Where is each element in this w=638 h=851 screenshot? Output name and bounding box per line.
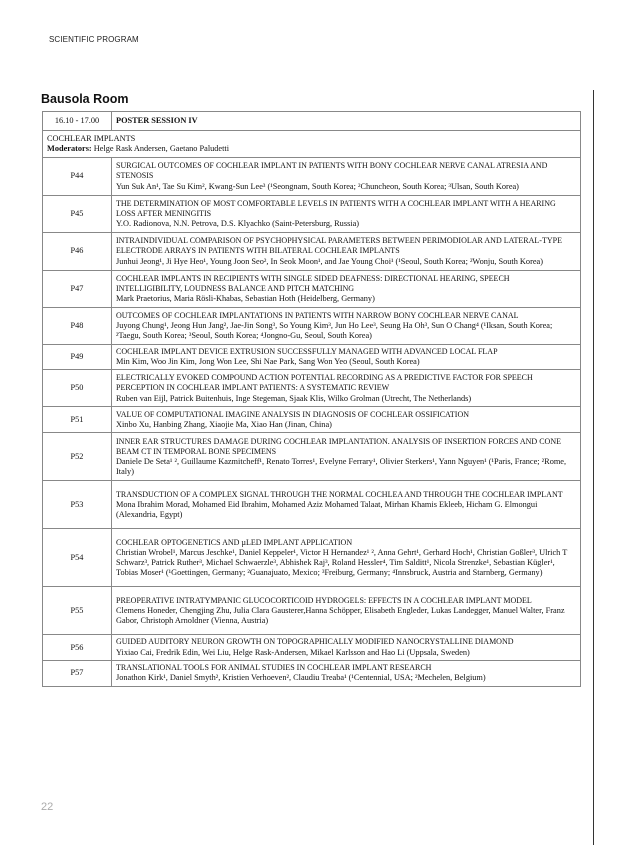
- poster-row: [43, 529, 581, 587]
- poster-entry: [112, 158, 581, 196]
- poster-row: [43, 196, 581, 233]
- poster-title: GUIDED AUDITORY NEURON GROWTH ON TOPOGRAPHICALLY MODIFIED NANOCRYSTALLINE DIAMOND: [116, 637, 514, 647]
- poster-row: [43, 635, 581, 660]
- poster-authors: Jonathon Kirk¹, Daniel Smyth², Kristien Verhoeven², Claudiu Treaba¹ (¹Centennial, USA; ²Mechelen, Belgium): [116, 673, 486, 683]
- poster-authors: Juyong Chung¹, Jeong Hun Jang², Jae-Jin Song³, So Young Kim³, Jun Ho Lee³, Seung Ha Oh³, Sun O Chang⁴ (¹Iksan, South Korea; ²Taegu, South Korea; ³Seoul, South Korea; ⁴Jongno-Gu, Seoul, South Korea): [116, 320, 553, 341]
- poster-title: OUTCOMES OF COCHLEAR IMPLANTATIONS IN PATIENTS WITH NARROW BONY COCHLEAR NERVE CANAL: [116, 310, 519, 320]
- poster-title: VALUE OF COMPUTATIONAL IMAGINE ANALYSIS IN DIAGNOSIS OF COCHLEAR OSSIFICATION: [116, 409, 470, 419]
- poster-entry: [112, 660, 581, 686]
- poster-entry: [112, 196, 581, 233]
- poster-title: ELECTRICALLY EVOKED COMPOUND ACTION POTENTIAL RECORDING AS A PREDICTIVE FACTOR FOR SPEECH PERCEPTION IN COCHLEAR IMPLANT PATIENTS: A SYSTEMATIC REVIEW: [116, 373, 533, 393]
- poster-code: P47: [43, 271, 112, 308]
- poster-entry: [112, 370, 581, 407]
- poster-authors: Yixiao Cai, Fredrik Edin, Wei Liu, Helge Rask-Andersen, Mikael Karlsson and Hao Li (Uppsala, Sweden): [116, 647, 470, 657]
- poster-title: SURGICAL OUTCOMES OF COCHLEAR IMPLANT IN PATIENTS WITH BONY COCHLEAR NERVE CANAL ATRESIA AND STENOSIS: [116, 161, 548, 181]
- poster-authors: Y.O. Radionova, N.N. Petrova, D.S. Klyachko (Saint-Petersburg, Russia): [116, 219, 360, 229]
- poster-entry: [112, 481, 581, 529]
- poster-row: [43, 308, 581, 345]
- poster-title: COCHLEAR IMPLANTS IN RECIPIENTS WITH SINGLE SIDED DEAFNESS: DIRECTIONAL HEARING, SPEECH INTELLIGIBILITY, LOUDNESS BALANCE AND PITCH MATCHING: [116, 273, 510, 293]
- poster-code: P49: [43, 345, 112, 370]
- session-row: [43, 112, 581, 131]
- session-time: 16.10 - 17.00: [43, 112, 112, 131]
- topic-cell: [43, 131, 581, 158]
- poster-entry: [112, 233, 581, 271]
- poster-row: [43, 407, 581, 433]
- poster-title: INTRAINDIVIDUAL COMPARISON OF PSYCHOPHYSICAL PARAMETERS BETWEEN PERIMODIOLAR AND LATERAL-TYPE ELECTRODE ARRAYS IN PATIENTS WITH BILATERAL COCHLEAR IMPLANTS: [116, 236, 562, 256]
- poster-code: P53: [43, 481, 112, 529]
- poster-entry: [112, 635, 581, 660]
- poster-title: COCHLEAR OPTOGENETICS AND µLED IMPLANT APPLICATION: [116, 537, 353, 547]
- poster-code: P46: [43, 233, 112, 271]
- poster-authors: Yun Suk An¹, Tae Su Kim², Kwang-Sun Lee³ (¹Seongnam, South Korea; ²Chuncheon, South Korea; ³Ulsan, South Korea): [116, 181, 519, 191]
- page-number: 22: [41, 801, 54, 813]
- poster-code: P50: [43, 370, 112, 407]
- poster-authors: Mark Praetorius, Maria Rösli-Khabas, Sebastian Hoth (Heidelberg, Germany): [116, 294, 375, 304]
- poster-code: P44: [43, 158, 112, 196]
- poster-code: P55: [43, 587, 112, 635]
- poster-row: [43, 158, 581, 196]
- moderators-names: Helge Rask Andersen, Gaetano Paludetti: [93, 144, 230, 153]
- poster-entry: [112, 587, 581, 635]
- poster-row: [43, 587, 581, 635]
- poster-code: P51: [43, 407, 112, 433]
- poster-row: [43, 345, 581, 370]
- session-title: POSTER SESSION IV: [112, 112, 581, 131]
- poster-title: COCHLEAR IMPLANT DEVICE EXTRUSION SUCCESSFULLY MANAGED WITH ADVANCED LOCAL FLAP: [116, 347, 498, 356]
- poster-row: [43, 481, 581, 529]
- poster-authors: Mona Ibrahim Morad, Mohamed Eid Ibrahim, Mohamed Aziz Mohamed Talaat, Mirhan Khamis Ekleeb, Hicham G. Elmongui (Alexandria, Egypt): [116, 499, 538, 519]
- poster-authors: Ruben van Eijl, Patrick Buitenhuis, Inge Stegeman, Sjaak Klis, Wilko Grolman (Utrecht, The Netherlands): [116, 393, 472, 403]
- poster-entry: [112, 345, 581, 370]
- topic-row: [43, 131, 581, 158]
- poster-row: [43, 370, 581, 407]
- poster-entry: [112, 433, 581, 481]
- margin-rule: [593, 90, 594, 845]
- poster-authors: Xinbo Xu, Hanbing Zhang, Xiaojie Ma, Xiao Han (Jinan, China): [116, 419, 332, 429]
- poster-authors: Junhui Jeong¹, Ji Hye Heo¹, Young Joon Seo², In Seok Moon¹, and Jae Young Choi¹ (¹Seoul, South Korea; ²Wonju, South Korea): [116, 256, 543, 266]
- poster-entry: [112, 271, 581, 308]
- poster-authors: Daniele De Seta¹ ², Guillaume Kazmitcheff¹, Renato Torres¹, Evelyne Ferrary¹, Olivier Sterkers¹, Yann Nguyen¹ (¹Paris, France; ²Rome, Italy): [116, 456, 567, 477]
- poster-title: TRANSLATIONAL TOOLS FOR ANIMAL STUDIES IN COCHLEAR IMPLANT RESEARCH: [116, 663, 432, 673]
- poster-authors: Clemens Honeder, Chengjing Zhu, Julia Clara Gausterer,Hanna Schöpper, Elisabeth Engleder, Lukas Landegger, Manuel Walter, Franz Gabor, Christoph Arnoldner (Vienna, Austria): [116, 605, 565, 625]
- poster-entry: [112, 529, 581, 587]
- poster-entry: [112, 308, 581, 345]
- poster-title: PREOPERATIVE INTRATYMPANIC GLUCOCORTICOID HYDROGELS: EFFECTS IN A COCHLEAR IMPLANT MODEL: [116, 595, 532, 605]
- poster-title: INNER EAR STRUCTURES DAMAGE DURING COCHLEAR IMPLANTATION. ANALYSIS OF INSERTION FORCES AND CONE BEAM CT IN TEMPORAL BONE SPECIMENS: [116, 436, 561, 456]
- moderators: [47, 144, 576, 154]
- poster-code: P54: [43, 529, 112, 587]
- poster-row: [43, 660, 581, 686]
- poster-code: P57: [43, 660, 112, 686]
- room-title: Bausola Room: [41, 92, 129, 106]
- moderators-label: Moderators:: [47, 144, 92, 153]
- poster-code: P56: [43, 635, 112, 660]
- section-header: SCIENTIFIC PROGRAM: [49, 35, 139, 44]
- poster-authors: Christian Wrobel¹, Marcus Jeschke¹, Daniel Keppeler¹, Victor H Hernandez¹ ², Anna Gehrt¹, Gerhard Hoch¹, Christian Goßler³, Ulrich T Schwarz³, Patrick Ruther³, Michael Schwaerzle³, Abhishek Raj³, Roland Hessler⁴, Tim Salditt¹, Nicola Strenzke¹, Sebastian Kügler¹, Tobias Moser¹ (¹Goettingen, Germany; ²Guanajuato, Mexico; ³Freiburg, Germany; ⁴Innsbruck, Austria and Starnberg, Germany): [116, 547, 568, 578]
- poster-code: P45: [43, 196, 112, 233]
- poster-row: [43, 233, 581, 271]
- poster-row: [43, 433, 581, 481]
- poster-title: TRANSDUCTION OF A COMPLEX SIGNAL THROUGH THE NORMAL COCHLEA AND THROUGH THE COCHLEAR IMPLANT: [116, 489, 563, 499]
- poster-entry: [112, 407, 581, 433]
- poster-code: P52: [43, 433, 112, 481]
- poster-authors: Min Kim, Woo Jin Kim, Jong Won Lee, Shi Nae Park, Sang Won Yeo (Seoul, South Korea): [116, 357, 420, 367]
- poster-title: THE DETERMINATION OF MOST COMFORTABLE LEVELS IN PATIENTS WITH A COCHLEAR IMPLANT WITH A HEARING LOSS AFTER MENINGITIS: [116, 198, 556, 218]
- program-table: [42, 111, 581, 687]
- poster-row: [43, 271, 581, 308]
- poster-code: P48: [43, 308, 112, 345]
- topic-title: COCHLEAR IMPLANTS: [47, 133, 136, 143]
